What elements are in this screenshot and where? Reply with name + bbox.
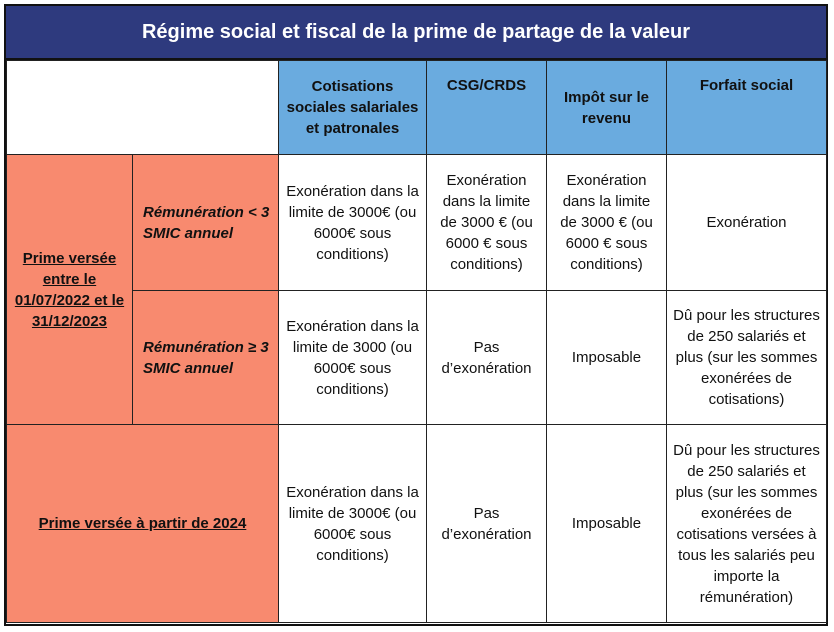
table-title: Régime social et fiscal de la prime de partage de la valeur	[6, 6, 826, 60]
row1-forfait: Exonération	[667, 155, 827, 291]
table-row	[7, 425, 827, 623]
row2-impot: Imposable	[547, 291, 667, 425]
row1-label: Rémunération < 3 SMIC annuel	[133, 155, 279, 291]
row2-cotisations: Exonération dans la limite de 3000 (ou 6000€ sous conditions)	[279, 291, 427, 425]
row1-impot: Exonération dans la limite de 3000 € (ou 6000 € sous conditions)	[547, 155, 667, 291]
header-forfait: Forfait social	[667, 61, 827, 155]
row1-csg: Exonération dans la limite de 3000 € (ou 6000 € sous conditions)	[427, 155, 547, 291]
section2-forfait: Dû pour les structures de 250 salariés et plus (sur les sommes exonérées de cotisations versées à tous les salariés peu importe la rémunération)	[667, 425, 827, 623]
row2-label: Rémunération ≥ 3 SMIC annuel	[133, 291, 279, 425]
section1-label: Prime versée entre le 01/07/2022 et le 31/12/2023	[7, 155, 133, 425]
regime-table-frame	[4, 4, 828, 626]
section2-label: Prime versée à partir de 2024	[7, 425, 279, 623]
header-blank-cell	[7, 61, 279, 155]
header-cotisations: Cotisations sociales salariales et patronales	[279, 61, 427, 155]
regime-table	[6, 60, 827, 623]
header-impot: Impôt sur le revenu	[547, 61, 667, 155]
row1-cotisations: Exonération dans la limite de 3000€ (ou 6000€ sous conditions)	[279, 155, 427, 291]
row2-forfait: Dû pour les structures de 250 salariés et plus (sur les sommes exonérées de cotisations)	[667, 291, 827, 425]
table-row	[7, 155, 827, 291]
header-row	[7, 61, 827, 155]
row2-csg: Pas d’exonération	[427, 291, 547, 425]
section2-impot: Imposable	[547, 425, 667, 623]
section2-csg: Pas d’exonération	[427, 425, 547, 623]
header-csg-crds: CSG/CRDS	[427, 61, 547, 155]
section2-cotisations: Exonération dans la limite de 3000€ (ou 6000€ sous conditions)	[279, 425, 427, 623]
